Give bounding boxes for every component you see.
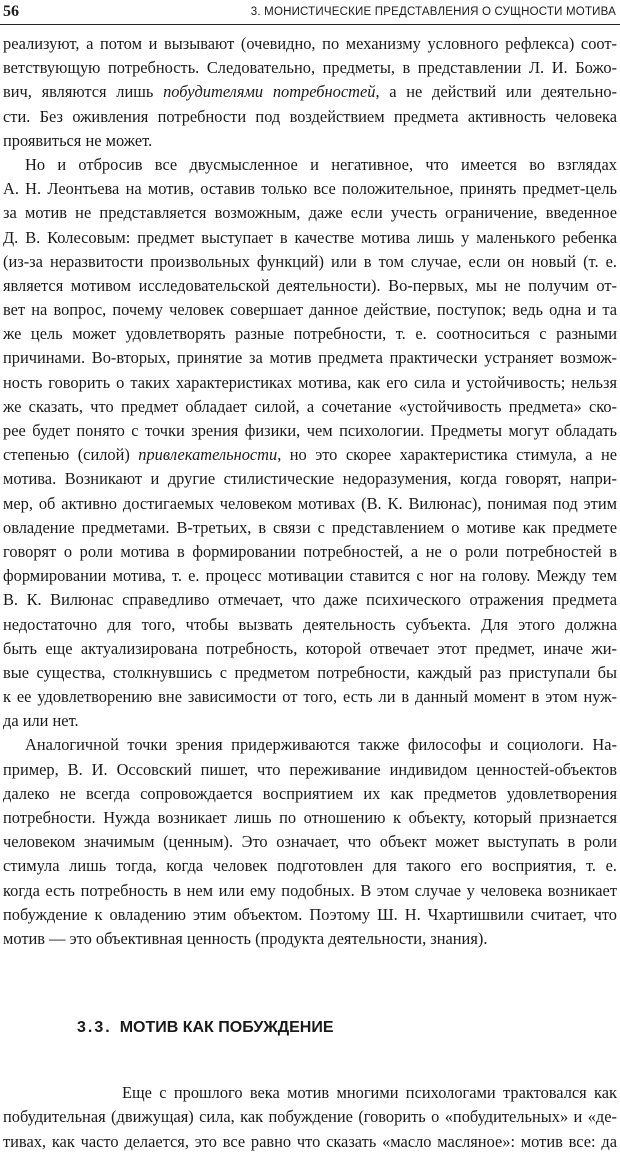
text-line: к ее удовлетворению вне зависимости от того, есть ли в данный момент в этом нуж- xyxy=(3,687,617,707)
running-title: 3. МОНИСТИЧЕСКИЕ ПРЕДСТАВЛЕНИЯ О СУЩНОСТИ МОТИВА xyxy=(250,6,616,18)
text-line: формировании мотива, т. е. процесс мотивации ставится с ног на голову. Между тем xyxy=(3,566,617,586)
section-number: 3.3. xyxy=(77,1019,112,1037)
text-line: степенью (силой) привлекательности, но это скорее характеристика стимула, а не xyxy=(3,445,617,465)
text-line: недостаточно для того, чтобы вызвать деятельность субъекта. Для этого должна xyxy=(3,614,617,634)
text-line: вич, являются лишь побудителями потребностей, а не действий или деятельно- xyxy=(3,82,617,102)
section-heading xyxy=(3,1016,617,1040)
text-line: потребности. Нужда возникает лишь по отношению к объекту, который признается xyxy=(3,808,617,827)
page-header xyxy=(0,0,620,24)
text-line: В. К. Вилюнас справедливо отмечает, что даже психического отражения предмета xyxy=(3,590,617,610)
text-line: (из-за неразвитости произвольных функций) или в том случае, если он новый (т. е. xyxy=(3,251,617,271)
text-line: побуждение к овладению этим объектом. Поэтому Ш. Н. Чхартишвили считает, что xyxy=(3,904,617,924)
text-line: вые существа, столкнувшись с предметом потребности, каждый раз приступали бы xyxy=(3,662,617,682)
text-line: побудительная (движущая) сила, как побуждение (говорить о «побудительных» и «де- xyxy=(3,1107,617,1127)
text-line: стимула лишь тогда, когда человек подготовлен для такого его восприятия, т. е. xyxy=(3,856,617,876)
text-line: Еще с прошлого века мотив многими психологами трактовался как xyxy=(122,1083,617,1103)
text-line: человеком значимым (ценным). Это означает, что объект может выступать в роли xyxy=(3,832,617,852)
section-spacer xyxy=(3,1040,617,1081)
text-line: ветствующую потребность. Следовательно, предметы, в представлении Л. И. Божо- xyxy=(3,58,617,78)
text-line: мер, об активно достигаемых человеком мотивах (В. К. Вилюнас), понимая под этим xyxy=(3,493,617,513)
text-line: мотив — это объективная ценность (продукта деятельности, знания). xyxy=(3,928,488,948)
text-line: овладение предметами. В-третьих, в связи с представлением о мотиве как предмете xyxy=(3,517,617,537)
text-line: же цель может удовлетворять разные потребности, т. е. соотноситься с разными xyxy=(3,324,617,344)
text-line: Д. В. Колесовым: предмет выступает в качестве мотива лишь у маленького ребенка xyxy=(3,227,617,247)
text-line: ность говорить о таких характеристиках мотива, как его сила и устойчивость; нельзя xyxy=(3,372,617,392)
text-line: быть еще актуализирована потребность, которой отвечает этот предмет, иначе жи- xyxy=(3,638,617,658)
text-line: реализуют, а потом и вызывают (очевидно, по механизму условного рефлекса) соот- xyxy=(3,34,617,53)
text-line: же сказать, что предмет обладает силой, а сочетание «устойчивость предмета» ско- xyxy=(3,396,617,416)
header-rule xyxy=(0,24,620,25)
text-line: далеко не всегда сопровождается восприятием их как предметов удовлетворения xyxy=(3,783,617,803)
text-line: говорят о роли мотива в формировании потребностей, а не о роли потребностей в xyxy=(3,541,617,561)
text-line: мотива. Возникают и другие стилистические недоразумения, когда говорят, напри- xyxy=(3,469,617,489)
body-text xyxy=(3,32,617,1154)
text-line: вет на вопрос, почему человек совершает данное действие, поступок; ведь одна и та xyxy=(3,300,617,320)
text-line: А. Н. Леонтьева на мотив, оставив только все положительное, принять предмет-цель xyxy=(3,179,617,199)
text-line: проявиться не может. xyxy=(3,130,153,150)
text-line: Но и отбросив все двусмысленное и негативное, что имеется во взглядах xyxy=(25,154,617,174)
text-line: рее будет понято с точки зрения физики, чем психологии. Предметы могут обладать xyxy=(3,421,617,440)
text-line: да или нет. xyxy=(3,711,79,731)
section-spacer xyxy=(3,951,617,1016)
emphasis: привлекательности xyxy=(138,445,278,465)
text-line: является мотивом исследовательской деятельности). Во-первых, мы не получим от- xyxy=(3,275,617,295)
emphasis: побудителями потребностей xyxy=(163,82,376,102)
text-line: пример, В. И. Оссовский пишет, что переживание индивидом ценностей-объектов xyxy=(3,759,617,779)
text-line: когда есть потребность в нем или ему подобных. В этом случае у человека возникает xyxy=(3,880,617,900)
text-line: за мотив не представляется возможным, даже если учесть ограничение, введенное xyxy=(3,203,617,223)
text-line: тивах, как часто делается, это все равно что сказать «масло масляное»: мотив все: да xyxy=(3,1131,617,1151)
text-line: Аналогичной точки зрения придерживаются также философы и социологи. На- xyxy=(25,735,617,755)
text-line: сти. Без оживления потребности под воздействием предмета активность человека xyxy=(3,106,617,126)
page-number: 56 xyxy=(3,3,19,20)
section-title: МОТИВ КАК ПОБУЖДЕНИЕ xyxy=(119,1019,334,1037)
text-line: причинами. Во-вторых, принятие за мотив предмета практически устраняет возмож- xyxy=(3,348,617,368)
